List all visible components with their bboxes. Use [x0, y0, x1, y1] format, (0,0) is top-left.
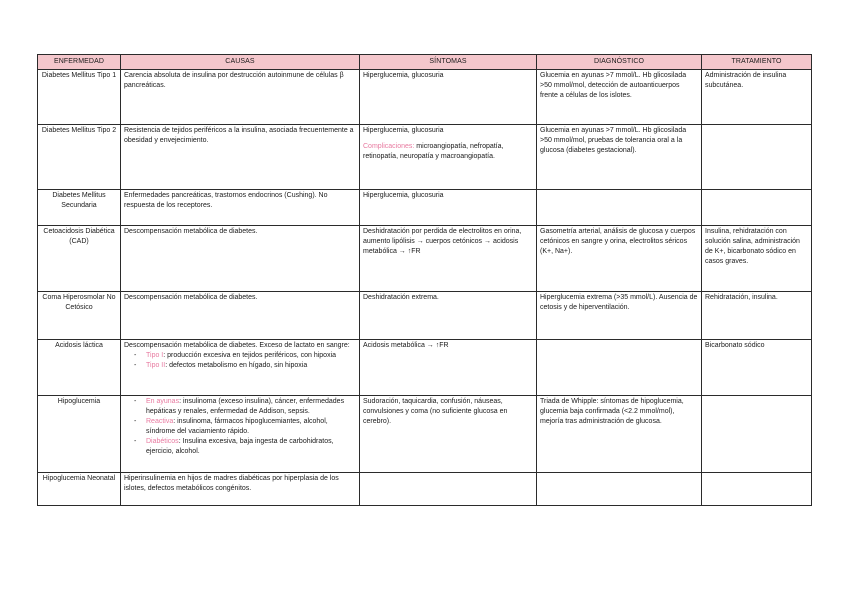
cell-enfermedad: Diabetes Mellitus Secundaria	[38, 190, 121, 226]
cell-diagnostico: Glucemia en ayunas >7 mmol/L. Hb glicosilada >50 mmol/mol, detección de autoanticuerpos frente a células de los islotes.	[537, 70, 702, 125]
header-diagnostico: DIAGNÓSTICO	[537, 55, 702, 70]
header-tratamiento: TRATAMIENTO	[702, 55, 812, 70]
cell-causas	[121, 396, 360, 473]
cell-enfermedad: Cetoacidosis Diabética (CAD)	[38, 226, 121, 292]
cell-causas: Hiperinsulinemia en hijos de madres diabéticas por hiperplasia de los islotes, defectos metabólicos congénitos.	[121, 473, 360, 506]
cell-tratamiento: Bicarbonato sódico	[702, 340, 812, 396]
tipo2-label: Tipo II	[146, 362, 166, 369]
complicaciones	[363, 142, 533, 162]
cell-enfermedad: Hipoglucemia Neonatal	[38, 473, 121, 506]
cell-enfermedad: Diabetes Mellitus Tipo 2	[38, 125, 121, 190]
table-row	[38, 396, 812, 473]
causas-intro: Descompensación metabólica de diabetes. Exceso de lactato en sangre:	[124, 342, 350, 349]
diabeticos-text: : Insulina excesiva, baja ingesta de carbohidratos, ejercicio, alcohol.	[146, 438, 334, 455]
table-row	[38, 226, 812, 292]
cell-tratamiento	[702, 190, 812, 226]
table-row	[38, 473, 812, 506]
cell-sintomas: Hiperglucemia, glucosuria	[360, 70, 537, 125]
cell-enfermedad: Coma Hiperosmolar No Cetósico	[38, 292, 121, 340]
tipo2-text: : defectos metabolismo en hígado, sin hipoxia	[165, 362, 308, 369]
ayunas-text: : insulinoma (exceso insulina), cáncer, enfermedades hepáticas y renales, enfermedad de Addison, sepsis.	[146, 398, 345, 415]
cell-tratamiento	[702, 396, 812, 473]
cell-causas: Descompensación metabólica de diabetes.	[121, 226, 360, 292]
cell-diagnostico: Gasometría arterial, análisis de glucosa y cuerpos cetónicos en sangre y orina, electrolitos séricos (K+, Na+).	[537, 226, 702, 292]
cell-diagnostico	[537, 340, 702, 396]
cell-enfermedad: Acidosis láctica	[38, 340, 121, 396]
cell-diagnostico: Hiperglucemia extrema (>35 mmol/L). Ausencia de cetosis y de hiperventilación.	[537, 292, 702, 340]
cell-causas: Resistencia de tejidos periféricos a la insulina, asociada frecuentemente a obesidad y envejecimiento.	[121, 125, 360, 190]
cell-diagnostico: Triada de Whipple: síntomas de hipoglucemia, glucemia baja confirmada (<2.2 mmol/mol), mejoría tras administración de glucosa.	[537, 396, 702, 473]
cell-diagnostico: Glucemia en ayunas >7 mmol/L. Hb glicosilada >50 mmol/mol, pruebas de tolerancia oral a la glucosa (diabetes gestacional).	[537, 125, 702, 190]
sintomas-main: Hiperglucemia, glucosuria	[363, 127, 444, 134]
cell-sintomas: Deshidratación por perdida de electrolitos en orina, aumento lipólisis → cuerpos cetónicos → acidosis metabólica → ↑FR	[360, 226, 537, 292]
cell-enfermedad: Hipoglucemia	[38, 396, 121, 473]
table-row	[38, 190, 812, 226]
tipo1-text: : producción excesiva en tejidos periféricos, con hipoxia	[163, 352, 337, 359]
cell-causas: Carencia absoluta de insulina por destrucción autoinmune de células β pancreáticas.	[121, 70, 360, 125]
list-item	[134, 361, 356, 371]
disease-table	[37, 54, 812, 506]
reactiva-label: Reactiva	[146, 418, 174, 425]
cell-sintomas: Deshidratación extrema.	[360, 292, 537, 340]
ayunas-label: En ayunas	[146, 398, 180, 405]
list-item	[134, 397, 356, 417]
table-row	[38, 70, 812, 125]
header-sintomas: SÍNTOMAS	[360, 55, 537, 70]
header-enfermedad: ENFERMEDAD	[38, 55, 121, 70]
list-item	[134, 351, 356, 361]
cell-causas	[121, 340, 360, 396]
cell-sintomas: Sudoración, taquicardia, confusión, náuseas, convulsiones y coma (no suficiente glucosa en cerebro).	[360, 396, 537, 473]
cell-sintomas	[360, 125, 537, 190]
cell-diagnostico	[537, 473, 702, 506]
cell-tratamiento: Rehidratación, insulina.	[702, 292, 812, 340]
cell-enfermedad: Diabetes Mellitus Tipo 1	[38, 70, 121, 125]
cell-tratamiento	[702, 473, 812, 506]
complicaciones-label: Complicaciones:	[363, 143, 415, 150]
cell-tratamiento: Administración de insulina subcutánea.	[702, 70, 812, 125]
list-item	[134, 417, 356, 437]
causas-list	[124, 351, 356, 371]
cell-causas: Enfermedades pancreáticas, trastornos endocrinos (Cushing). No respuesta de los receptores.	[121, 190, 360, 226]
cell-sintomas	[360, 473, 537, 506]
table-row	[38, 292, 812, 340]
tipo1-label: Tipo I	[146, 352, 164, 359]
table-row	[38, 340, 812, 396]
cell-tratamiento: Insulina, rehidratación con solución salina, administración de K+, bicarbonato sódico en casos graves.	[702, 226, 812, 292]
diabeticos-label: Diabéticos	[146, 438, 179, 445]
causas-list	[124, 397, 356, 457]
complicaciones-text: microangiopatía, nefropatía, retinopatía, neuropatía y macroangiopatía.	[363, 143, 504, 160]
cell-sintomas: Hiperglucemia, glucosuria	[360, 190, 537, 226]
cell-tratamiento	[702, 125, 812, 190]
header-row	[38, 55, 812, 70]
header-causas: CAUSAS	[121, 55, 360, 70]
cell-causas: Descompensación metabólica de diabetes.	[121, 292, 360, 340]
table-row	[38, 125, 812, 190]
cell-diagnostico	[537, 190, 702, 226]
reactiva-text: : insulinoma, fármacos hipoglucemiantes, alcohol, síndrome del vaciamiento rápido.	[146, 418, 328, 435]
list-item	[134, 437, 356, 457]
cell-sintomas: Acidosis metabólica → ↑FR	[360, 340, 537, 396]
